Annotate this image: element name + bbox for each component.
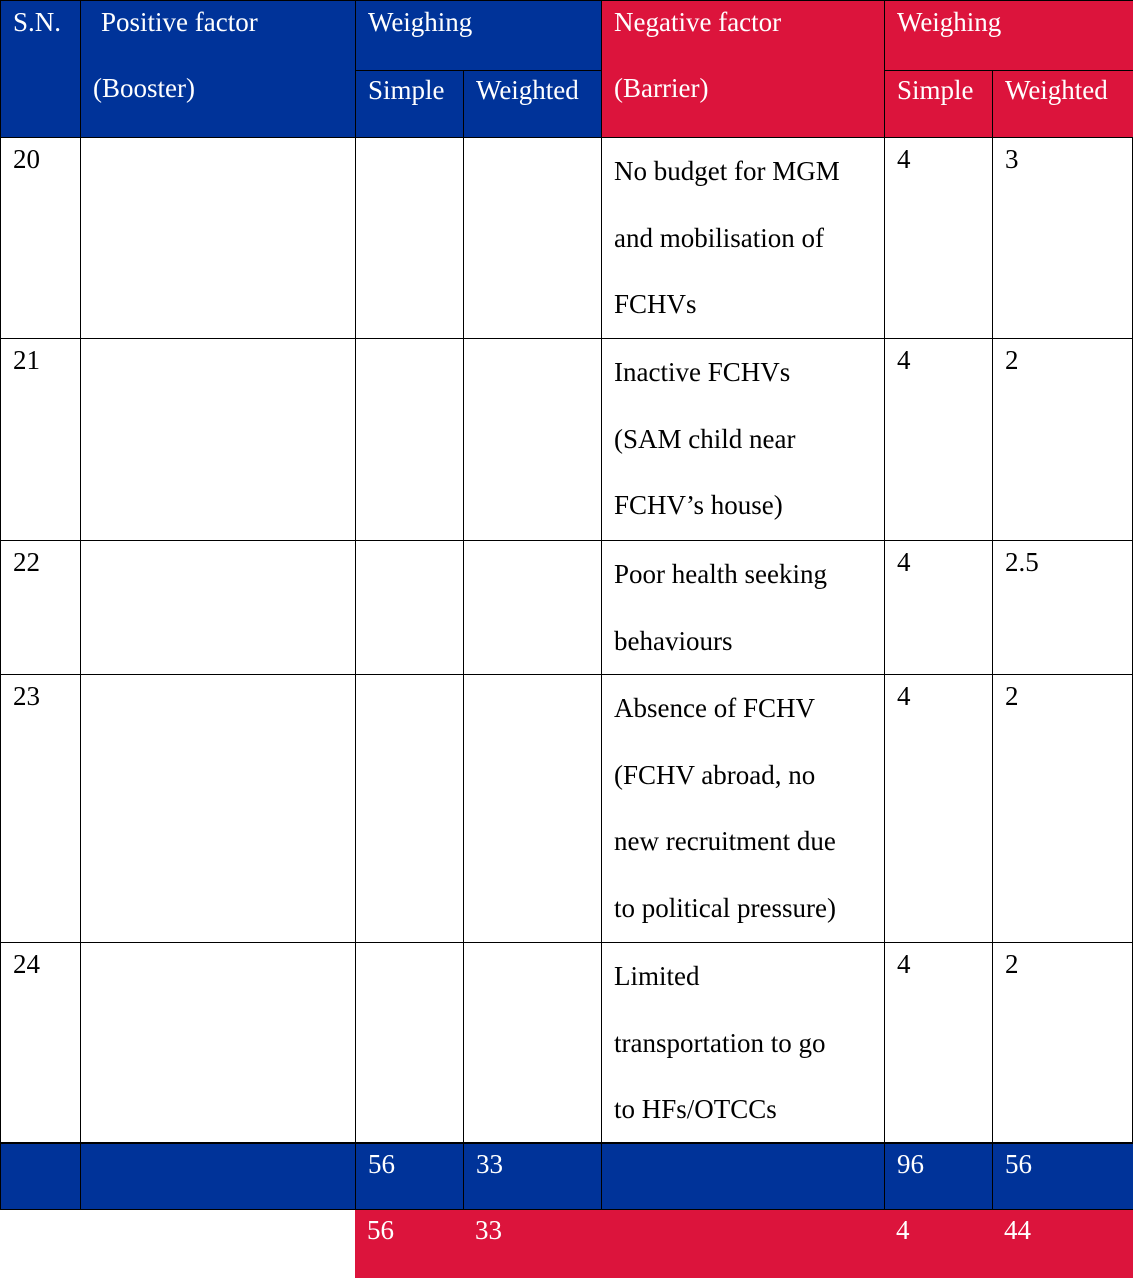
table-row-pos-simple: [355, 540, 463, 674]
table-row-negative: No budget for MGM and mobilisation of FCHVs: [601, 137, 884, 338]
header-simple-positive: Simple: [355, 70, 463, 137]
table-row-pos-simple: [355, 338, 463, 540]
table-row-sn: 21: [0, 338, 80, 540]
summary-neg-simple: 4: [884, 1210, 992, 1278]
table-row-negative: Inactive FCHVs (SAM child near FCHV’s house): [601, 338, 884, 540]
table-row-neg-simple: 4: [884, 137, 992, 338]
table-row-neg-weighted: 2: [992, 942, 1133, 1142]
table-row-sn: 22: [0, 540, 80, 674]
table-row-sn: 23: [0, 674, 80, 942]
table-row-neg-weighted: 2.5: [992, 540, 1133, 674]
summary-negative: [601, 1210, 884, 1278]
header-positive-line2: (Booster): [93, 73, 195, 103]
totals-negative: [601, 1142, 884, 1210]
totals-positive: [80, 1142, 355, 1210]
totals-pos-weighted: 33: [463, 1142, 601, 1210]
table-row-negative: Limited transportation to go to HFs/OTCCs: [601, 942, 884, 1142]
table-row-pos-weighted: [463, 338, 601, 540]
table-row-sn: 20: [0, 137, 80, 338]
table-row-neg-weighted: 2: [992, 338, 1133, 540]
header-negative-line1: Negative factor: [614, 7, 782, 37]
table-row-neg-weighted: 3: [992, 137, 1133, 338]
table-row-pos-simple: [355, 674, 463, 942]
table-row-pos-weighted: [463, 942, 601, 1142]
table-row-negative: Absence of FCHV (FCHV abroad, no new recruitment due to political pressure): [601, 674, 884, 942]
header-negative-line2: (Barrier): [614, 73, 709, 103]
table-row-neg-simple: 4: [884, 942, 992, 1142]
table-row-sn: 24: [0, 942, 80, 1142]
table-row-neg-weighted: 2: [992, 674, 1133, 942]
header-weighing-positive: Weighing: [355, 0, 601, 70]
table-row-neg-simple: 4: [884, 338, 992, 540]
table-row-negative: Poor health seeking behaviours: [601, 540, 884, 674]
totals-pos-simple: 56: [355, 1142, 463, 1210]
table-row-pos-weighted: [463, 137, 601, 338]
table-row-pos-simple: [355, 942, 463, 1142]
header-weighing-negative: Weighing: [884, 0, 1133, 70]
table-row-positive: [80, 540, 355, 674]
summary-neg-weighted: 44: [992, 1210, 1133, 1278]
table-row-positive: [80, 137, 355, 338]
table-row-pos-weighted: [463, 540, 601, 674]
header-simple-negative: Simple: [884, 70, 992, 137]
table-row-positive: [80, 674, 355, 942]
header-weighted-negative: Weighted: [992, 70, 1133, 137]
table-row-positive: [80, 942, 355, 1142]
header-negative-factor: [601, 0, 884, 137]
header-sn: S.N.: [0, 0, 80, 137]
header-weighted-positive: Weighted: [463, 70, 601, 137]
summary-pos-weighted: 33: [463, 1210, 601, 1278]
table-row-pos-simple: [355, 137, 463, 338]
table-row-positive: [80, 338, 355, 540]
header-positive-line1: Positive factor: [101, 7, 258, 37]
totals-neg-weighted: 56: [992, 1142, 1133, 1210]
table-row-neg-simple: 4: [884, 540, 992, 674]
totals-neg-simple: 96: [884, 1142, 992, 1210]
table-row-neg-simple: 4: [884, 674, 992, 942]
totals-sn: [0, 1142, 80, 1210]
summary-pos-simple: 56: [355, 1210, 463, 1278]
table-row-pos-weighted: [463, 674, 601, 942]
header-positive-factor: [80, 0, 355, 137]
